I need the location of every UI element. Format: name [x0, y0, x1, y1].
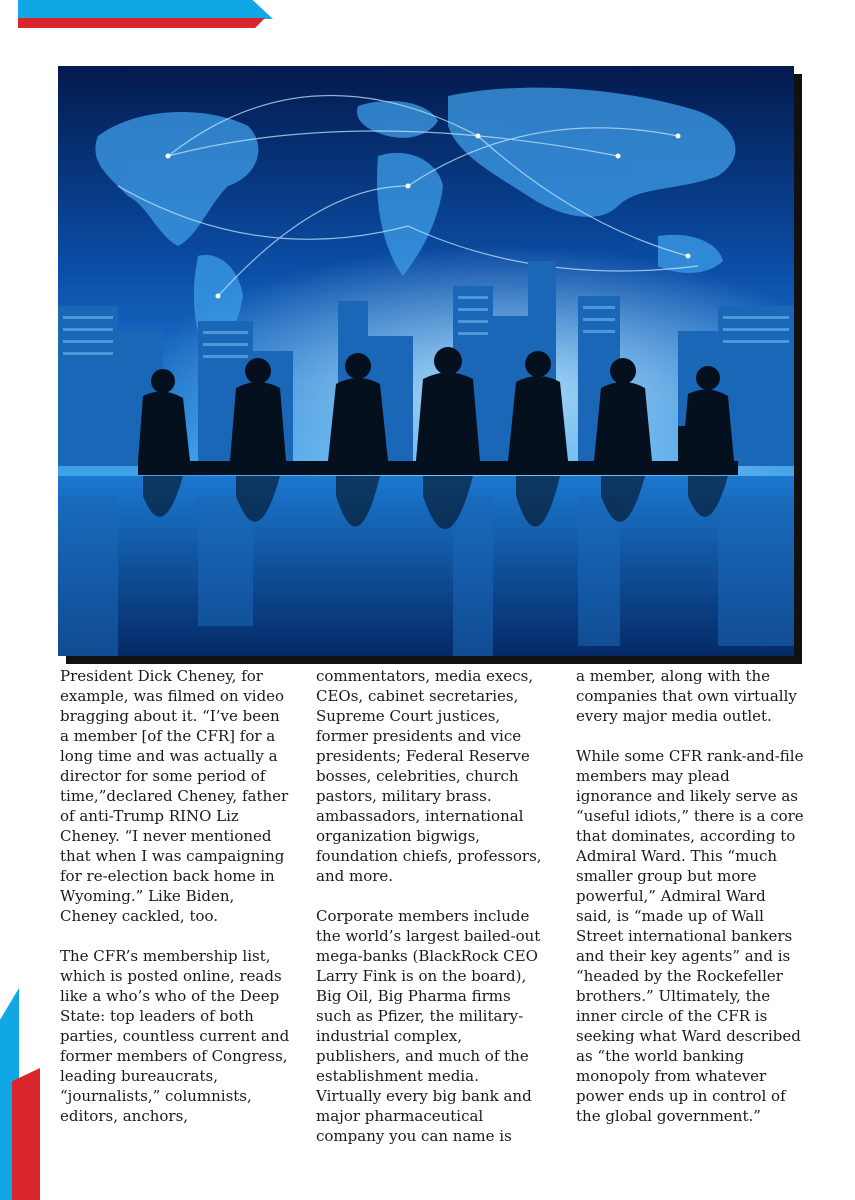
- boardroom-world-map-photo: [58, 66, 794, 656]
- article-column-2: [316, 666, 546, 1166]
- article-column-1: [60, 666, 290, 1146]
- column-2-paragraph-2: Corporate members include the world’s largest bailed-out mega-banks (BlackRock CEO Larry Fink is on the board), Big Oil, Big Pharma firms such as Pfizer, the military-industrial complex, publishers, and much of the establishment media. Virtually every big bank and major pharmaceutical company you can name is: [316, 907, 541, 1145]
- column-1-paragraph-2: The CFR’s membership list, which is posted online, reads like a who’s who of the Deep State: top leaders of both parties, countless current and former members of Congress, leading bureaucrats, “journalists,” columnists, editors, anchors,: [60, 947, 290, 1125]
- top-red-accent-bar: [18, 18, 265, 28]
- column-2-paragraph-1: commentators, media execs, CEOs, cabinet secretaries, Supreme Court justices, former presidents and vice presidents; Federal Reserve bosses, celebrities, church pastors, military brass. ambassadors, international organization bigwigs, foundation chiefs, professors, and more.: [316, 667, 542, 885]
- article-column-3: [576, 666, 806, 1146]
- column-1-paragraph-1: President Dick Cheney, for example, was filmed on video bragging about it. “I’ve been a member [of the CFR] for a long time and was actually a director for some period of time,”declared Cheney, father of anti-Trump RINO Liz Cheney. “I never mentioned that when I was campaigning for re-election back home in Wyoming.” Like Biden, Cheney cackled, too.: [60, 667, 289, 925]
- photo-illustration: [58, 66, 794, 656]
- column-3-paragraph-1: a member, along with the companies that own virtually every major media outlet.: [576, 667, 797, 725]
- top-blue-accent-bar: [18, 0, 273, 19]
- left-red-accent-bar: [12, 1068, 40, 1200]
- column-3-paragraph-2: While some CFR rank-and-file members may plead ignorance and likely serve as “useful idiots,” there is a core that dominates, according to Admiral Ward. This “much smaller group but more powerful,” Admiral Ward said, is “made up of Wall Street international bankers and their key agents” and is “headed by the Rockefeller brothers.” Ultimately, the inner circle of the CFR is seeking what Ward described as “the world banking monopoly from whatever power ends up in control of the global government.”: [576, 747, 804, 1125]
